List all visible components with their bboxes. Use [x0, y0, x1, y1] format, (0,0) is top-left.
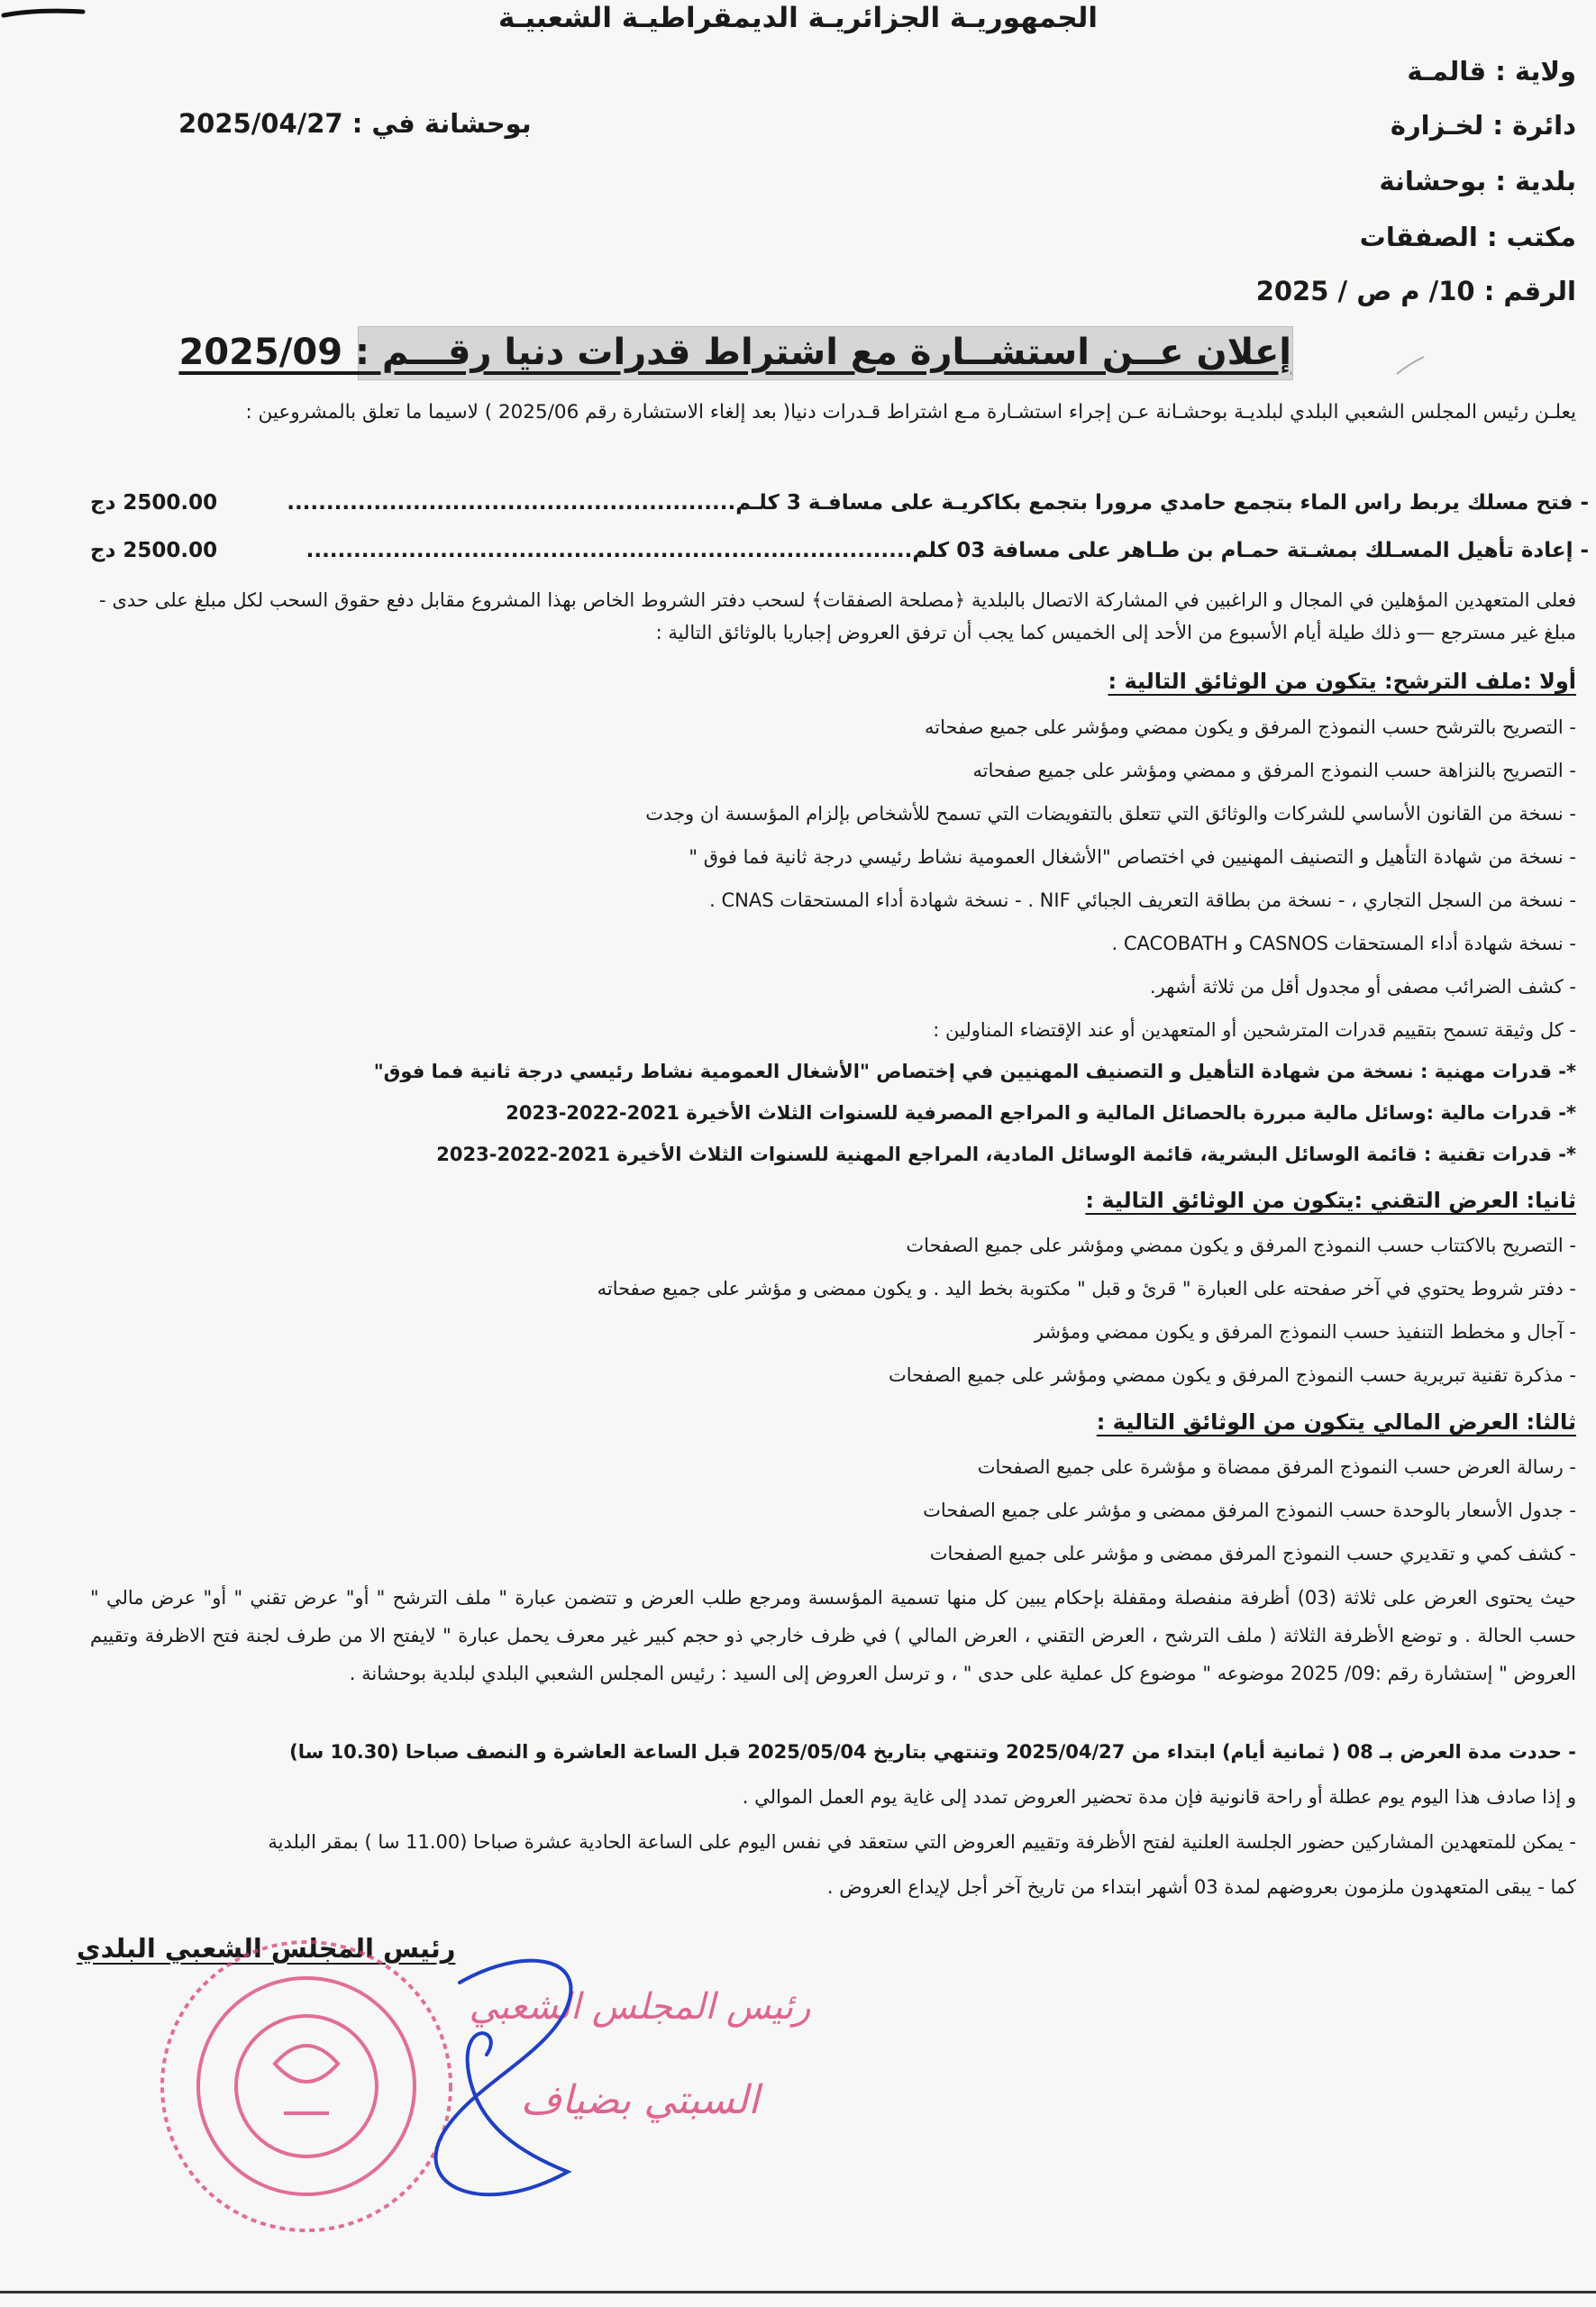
section1-item: - التصريح بالنزاهة حسب النموذج المرفق و ممضي ومؤشر على جميع صفحاته — [972, 760, 1576, 781]
section1-heading: أولا :ملف الترشح: يتكون من الوثائق التالية : — [1108, 669, 1576, 694]
project-1 — [90, 491, 1589, 515]
section1-capacity: *- قدرات مالية :وسائل مالية مبررة بالحصائل المالية و المراجع المصرفية للسنوات الثلاث الأخيرة 2021-2022-2023 — [506, 1102, 1576, 1124]
section2-item: - مذكرة تقنية تبريرية حسب النموذج المرفق و يكون ممضي ومؤشر على جميع الصفحات — [888, 1364, 1576, 1386]
place-date: بوحشانة في : 2025/04/27 — [178, 108, 532, 139]
section1-item: - التصريح بالترشح حسب النموذج المرفق و يكون ممضي ومؤشر على جميع صفحاته — [925, 716, 1576, 738]
section3-item: - رسالة العرض حسب النموذج المرفق ممضاة و مؤشرة على جميع الصفحات — [977, 1456, 1576, 1478]
project-2 — [90, 539, 1589, 562]
section2-item: - التصريح بالاكتتاب حسب النموذج المرفق و يكون ممضي ومؤشر على جميع الصفحات — [906, 1235, 1576, 1256]
signature-title: رئيس المجلس الشعبي البلدي — [77, 1933, 456, 1964]
announcement-title: إعلان عــن استشــارة مع اشتراط قدرات دنيا رقـــم : 2025/09 — [178, 332, 1291, 373]
validity-line: كما - يبقى المتعهدون ملزمون بعروضهم لمدة 03 أشهر ابتداء من تاريخ آخر أجل لإيداع العروض . — [826, 1876, 1576, 1898]
stamp-text-title: رئيس المجلس الشعبي — [469, 1986, 811, 2028]
section1-item: - نسخة من شهادة التأهيل و التصنيف المهنيين في اختصاص "الأشغال العمومية نشاط رئيسي درجة ثانية فما فوق " — [689, 846, 1576, 868]
holiday-line: و إذا صادف هذا اليوم يوم عطلة أو راحة قانونية فإن مدة تحضير العروض تمدد إلى غاية يوم العمل الموالي . — [742, 1786, 1576, 1808]
section1-item: - نسخة من السجل التجاري ، - نسخة من بطاقة التعريف الجبائي NIF . - نسخة شهادة أداء المستحقات CNAS . — [709, 889, 1576, 911]
envelopes-paragraph: حيث يحتوى العرض على ثلاثة (03) أظرفة منفصلة ومقفلة بإحكام يبين كل منها تسمية المؤسسة ومرجع طلب العرض و تتضمن عبارة " ملف الترشح " أو" عرض تقني " أو" عرض مالي " حسب الحالة . و توضع الأظرفة الثلاثة ( ملف الترشح ، العرض التقني ، العرض المالي ) في ظرف خارجي ذو حجم كبير غير معرف يحمل عبارة " لايفتح الا من طرف لجنة فتح الاظرفة وتقييم العروض " إستشارة رقم :09/ 2025 موضوعه " موضوع كل عملية على حدى " ، و ترسل العروض إلى السيد : رئيس المجلس الشعبي البلدي لبلدية بوحشانة . — [90, 1587, 1576, 1684]
official-stamp-and-signature — [99, 1929, 811, 2253]
opening-line: - يمكن للمتعهدين المشاركين حضور الجلسة العلنية لفتح الأظرفة وتقييم العروض التي ستعقد في نفس اليوم على الساعة الحادية عشرة صباحا (11.00 سا ) بمقر البلدية — [268, 1831, 1576, 1853]
scan-bottom-edge — [0, 2291, 1596, 2293]
duration-line: - حددت مدة العرض بـ 08 ( ثمانية أيام) ابتداء من 2025/04/27 وتنتهي بتاريخ 2025/05/04 قبل الساعة العاشرة و النصف صباحا (10.30 سا) — [289, 1741, 1576, 1763]
section3-heading: ثالثا: العرض المالي يتكون من الوثائق التالية : — [1096, 1409, 1576, 1435]
section2-item: - دفتر شروط يحتوي في آخر صفحته على العبارة " قرئ و قبل " مكتوبة بخط اليد . و يكون ممضى و مؤشر على جميع صفحاته — [597, 1278, 1576, 1299]
section2-item: - آجال و مخطط التنفيذ حسب النموذج المرفق و يكون ممضي ومؤشر — [1034, 1321, 1576, 1343]
invitation-paragraph: فعلى المتعهدين المؤهلين في المجال و الراغبين في المشاركة الاتصال بالبلدية ﴿مصلحة الصفقات﴾ لسحب دفتر الشروط الخاص بهذا المشروع مقابل دفع حقوق السحب لكل مبلغ على حدى - مبلغ غير مسترجع —و ذلك طيلة أيام الأسبوع من الأحد إلى الخميس كما يجب أن ترفق العروض إجباريا بالوثائق التالية : — [99, 589, 1576, 643]
stamp-text-name: السبتي بضياف — [520, 2077, 760, 2123]
section3-item: - كشف كمي و تقديري حسب النموذج المرفق ممضى و مؤشر على جميع الصفحات — [929, 1543, 1576, 1564]
project-2-label: - إعادة تأهيل المسـلك بمشـتة حمـام بن طـاهر على مسافة 03 كلم............................................................................. — [306, 539, 1589, 562]
daira-line: دائرة : لخـزارة — [1390, 110, 1576, 141]
section1-item: - كل وثيقة تسمح بتقييم قدرات المترشحين أو المتعهدين أو عند الإقتضاء المناولين : — [933, 1019, 1576, 1041]
section1-item: - نسخة شهادة أداء المستحقات CASNOS و CACOBATH . — [1111, 933, 1576, 954]
section2-heading: ثانيا: العرض التقني :يتكون من الوثائق التالية : — [1085, 1188, 1576, 1213]
project-1-amount: 2500.00 دج — [90, 491, 218, 515]
section1-capacity: *- قدرات تقنية : قائمة الوسائل البشرية، قائمة الوسائل المادية، المراجع المهنية للسنوات الثلاث الأخيرة 2021-2022-2023 — [436, 1144, 1576, 1165]
office-line: مكتب : الصفقات — [1359, 222, 1576, 252]
feather-mark-decoration — [1392, 351, 1428, 378]
republic-header: الجمهوريـة الجزائريـة الديمقراطيـة الشعبيـة — [497, 2, 1099, 34]
section1-capacity: *- قدرات مهنية : نسخة من شهادة التأهيل و التصنيف المهنيين في إختصاص "الأشغال العمومية نشاط رئيسي درجة ثانية فما فوق" — [373, 1061, 1576, 1082]
wilaya-line: ولاية : قالمـة — [1407, 56, 1576, 87]
section1-item: - نسخة من القانون الأساسي للشركات والوثائق التي تتعلق بالتفويضات التي تسمح للأشخاص بإلزام المؤسسة ان وجدت — [645, 803, 1576, 825]
intro-paragraph: يعلـن رئيس المجلس الشعبي البلدي لبلديـة بوحشـانة عـن إجراء استشـارة مـع اشتراط قـدرات دنيا( بعد إلغاء الاستشارة رقم 2025/06 ) لاسيما ما تعلق بالمشروعين : — [245, 401, 1576, 424]
project-1-label: - فتح مسلك يربط راس الماء بتجمع حامدي مرورا بتجمع بكاكريـة على مسافـة 3 كلـم......................................................... — [287, 491, 1589, 515]
section1-item: - كشف الضرائب مصفى أو مجدول أقل من ثلاثة أشهر. — [1149, 976, 1576, 998]
commune-line: بلدية : بوحشانة — [1379, 166, 1576, 196]
project-2-amount: 2500.00 دج — [90, 539, 218, 562]
reference-number: الرقم : 10/ م ص / 2025 — [1255, 276, 1576, 306]
section3-item: - جدول الأسعار بالوحدة حسب النموذج المرفق ممضى و مؤشر على جميع الصفحات — [923, 1500, 1576, 1521]
